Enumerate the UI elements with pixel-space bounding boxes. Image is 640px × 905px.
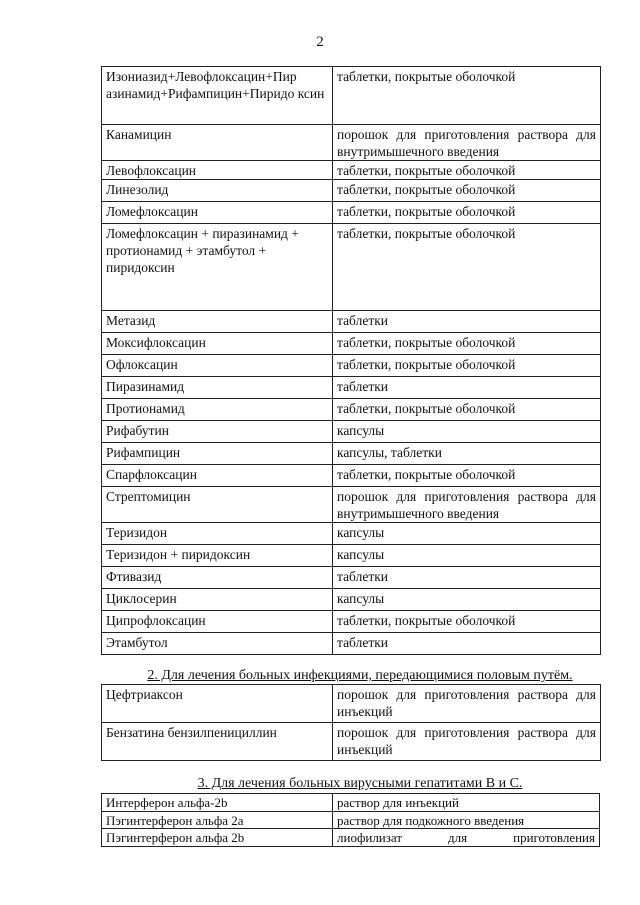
dosage-form-cell [333,633,601,655]
table-row [102,67,601,125]
dosage-form-cell [333,443,601,465]
dosage-form-cell [333,224,601,311]
table-row [102,421,601,443]
dosage-form-text: таблетки [337,313,389,328]
dosage-form-cell [333,523,601,545]
drug-name-cell: Циклосерин [102,589,333,611]
drug-name-cell: Офлоксацин [102,355,333,377]
dosage-form-text: таблетки [337,379,389,394]
table-row [102,567,601,589]
dosage-form-text: порошок для приготовления раствора для внутримышечного введения [337,489,596,521]
dosage-form-text: таблетки, покрытые оболочкой [337,69,516,84]
table-row [102,487,601,523]
dosage-form-text: раствор для подкожного введения [337,812,525,828]
drug-name-cell: Рифабутин [102,421,333,443]
dosage-form-cell [333,421,601,443]
section-2-heading: 2. Для лечения больных инфекциями, передающимися половым путём. [147,668,573,683]
table-row [102,545,601,567]
table-row [102,465,601,487]
drug-name-cell: Цефтриаксон [102,685,333,723]
dosage-form-cell [333,811,600,829]
drug-name-cell: Спарфлоксацин [102,465,333,487]
dosage-form-cell [333,794,600,812]
table-row [102,224,601,311]
drug-name-cell: Канамицин [102,125,333,161]
dosage-form-cell [333,567,601,589]
dosage-form-text: капсулы [337,525,385,540]
table-row [102,161,601,180]
table-row [102,355,601,377]
table-row [102,611,601,633]
tuberculosis-drugs-table [101,66,601,655]
table-row [102,333,601,355]
drug-name-cell: Пэгинтерферон альфа 2a [102,811,333,829]
table-row [102,523,601,545]
dosage-form-cell [333,202,601,224]
table-row [102,794,600,812]
table-row [102,633,601,655]
drug-name-cell: Ломефлоксацин + пиразинамид + протионамид + этамбутол + пиридоксин [102,224,333,311]
dosage-form-cell [333,180,601,202]
sti-drugs-table [101,684,601,761]
dosage-form-cell [333,589,601,611]
dosage-form-text: капсулы [337,547,385,562]
dosage-form-cell [333,829,600,847]
drug-name-cell: Теризидон [102,523,333,545]
dosage-form-cell [333,545,601,567]
dosage-form-cell [333,355,601,377]
table-row [102,589,601,611]
dosage-form-text: таблетки, покрытые оболочкой [337,613,516,628]
dosage-form-cell [333,311,601,333]
drug-name-cell: Линезолид [102,180,333,202]
dosage-form-cell [333,377,601,399]
drug-name-cell: Рифампицин [102,443,333,465]
drug-name-cell: Бензатина бензилпенициллин [102,723,333,761]
drug-name-cell: Изониазид+Левофлоксацин+Пир азинамид+Рифампицин+Пиридо ксин [102,67,333,125]
dosage-form-cell [333,333,601,355]
dosage-form-text: таблетки [337,635,389,650]
drug-name-cell: Пэгинтерферон альфа 2b [102,829,333,847]
dosage-form-cell [333,685,601,723]
drug-name-cell: Метазид [102,311,333,333]
table-row [102,125,601,161]
dosage-form-text: капсулы, таблетки [337,445,442,460]
table-row [102,311,601,333]
drug-name-cell: Фтивазид [102,567,333,589]
drug-name-cell: Пиразинамид [102,377,333,399]
hepatitis-drugs-table [101,793,600,847]
dosage-form-cell [333,465,601,487]
dosage-form-text: раствор для инъекций [337,795,459,810]
table-row [102,829,600,847]
dosage-form-text: таблетки, покрытые оболочкой [337,335,516,350]
table-row [102,811,600,829]
dosage-form-cell [333,125,601,161]
dosage-form-text: таблетки [337,569,389,584]
drug-name-cell: Ломефлоксацин [102,202,333,224]
dosage-form-cell [333,487,601,523]
drug-name-cell: Этамбутол [102,633,333,655]
dosage-form-cell [333,67,601,125]
dosage-form-cell [333,611,601,633]
dosage-form-text: таблетки, покрытые оболочкой [337,226,516,241]
dosage-form-text: таблетки, покрытые оболочкой [337,401,516,416]
table-row [102,685,601,723]
dosage-form-cell [333,723,601,761]
dosage-form-text: таблетки, покрытые оболочкой [337,467,516,482]
section-3-heading: 3. Для лечения больных вирусными гепатитами B и C. [197,776,523,791]
drug-name-cell: Теризидон + пиридоксин [102,545,333,567]
drug-name-cell: Левофлоксацин [102,161,333,180]
drug-name-cell: Моксифлоксацин [102,333,333,355]
dosage-form-cell [333,399,601,421]
drug-name-cell: Интерферон альфа-2b [102,794,333,812]
page-number: 2 [316,34,324,50]
dosage-form-text: капсулы [337,591,385,606]
dosage-form-text: порошок для приготовления раствора для инъекций [337,725,596,757]
dosage-form-text: порошок для приготовления раствора для внутримышечного введения [337,127,596,159]
drug-name-cell: Ципрофлоксацин [102,611,333,633]
table-row [102,443,601,465]
table-row [102,377,601,399]
drug-name-cell: Протионамид [102,399,333,421]
drug-name-cell: Стрептомицин [102,487,333,523]
dosage-form-text: лиофилизат для приготовления [337,830,595,845]
table-row [102,399,601,421]
table-row [102,180,601,202]
dosage-form-cell [333,161,601,180]
table-row [102,723,601,761]
dosage-form-text: таблетки, покрытые оболочкой [337,357,516,372]
dosage-form-text: таблетки, покрытые оболочкой [337,204,516,219]
dosage-form-text: порошок для приготовления раствора для инъекций [337,687,596,719]
dosage-form-text: таблетки, покрытые оболочкой [337,163,516,178]
dosage-form-text: таблетки, покрытые оболочкой [337,182,516,197]
dosage-form-text: капсулы [337,423,385,438]
table-row [102,202,601,224]
